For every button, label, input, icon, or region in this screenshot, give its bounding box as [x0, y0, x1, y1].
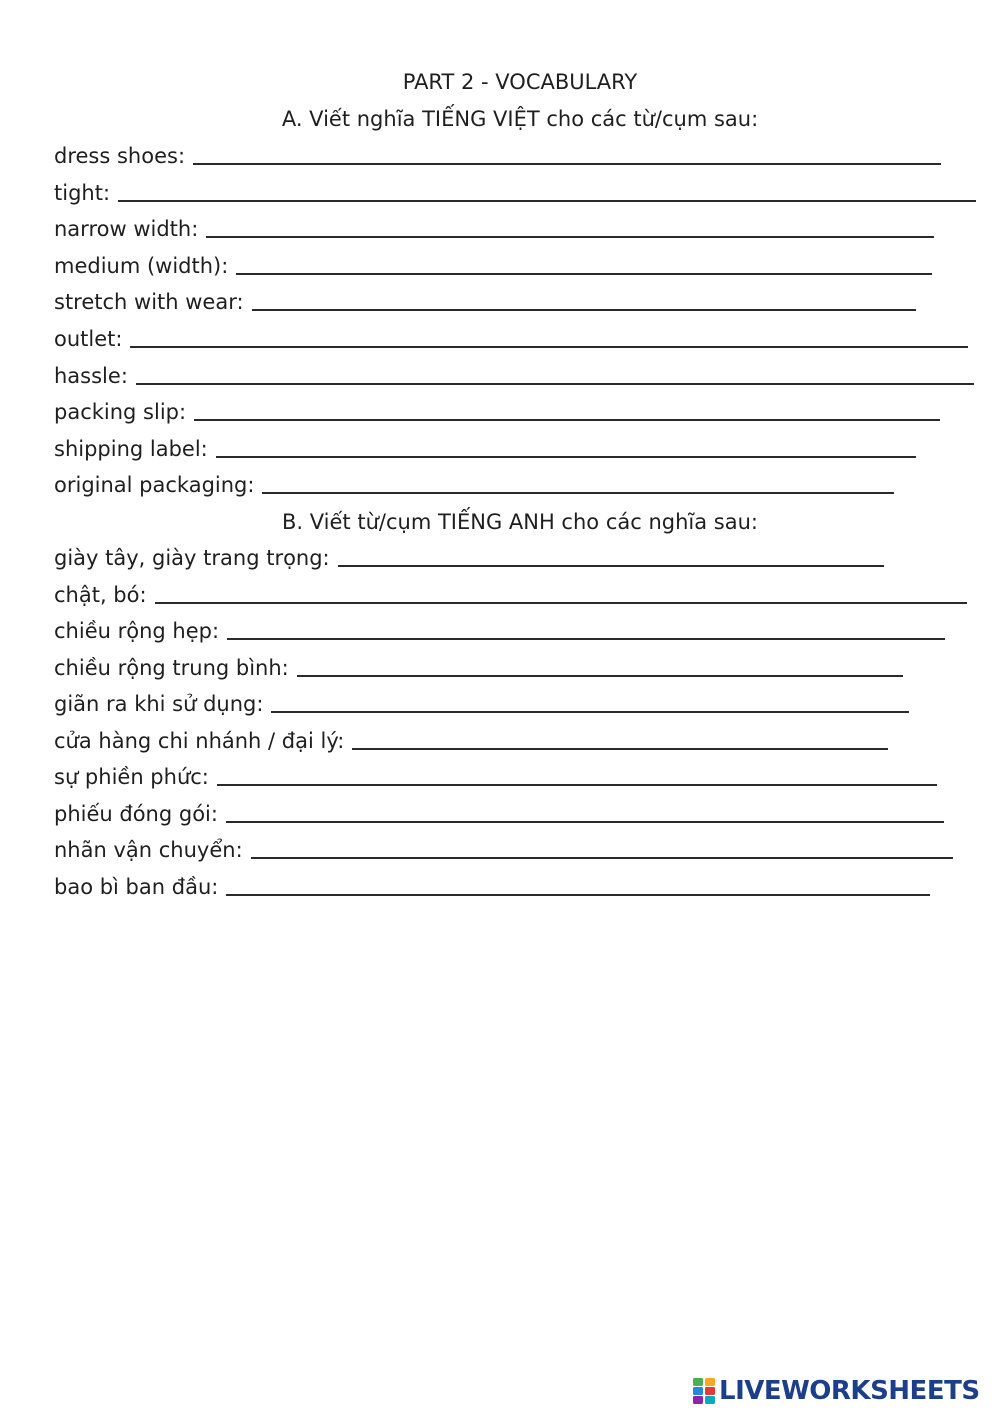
vocab-meaning: giãn ra khi sử dụng: — [54, 692, 264, 716]
vocab-meaning: chật, bó: — [54, 583, 147, 607]
vocab-meaning: sự phiền phức: — [54, 765, 209, 789]
answer-blank[interactable] — [227, 618, 945, 640]
vocab-meaning: phiếu đóng gói: — [54, 802, 218, 826]
vocab-term: original packaging: — [54, 473, 255, 497]
vocab-item — [54, 799, 944, 829]
answer-blank[interactable] — [297, 655, 903, 677]
vocab-meaning: bao bì ban đầu: — [54, 875, 219, 899]
vocab-term: medium (width): — [54, 254, 229, 278]
section-b-heading-text: B. Viết từ/cụm TIẾNG ANH cho các nghĩa sau: — [282, 510, 758, 534]
vocab-item — [54, 397, 940, 427]
vocab-meaning: nhãn vận chuyển: — [54, 838, 243, 862]
vocab-term: narrow width: — [54, 217, 199, 241]
answer-blank[interactable] — [251, 837, 953, 859]
vocab-item — [54, 689, 909, 719]
answer-blank[interactable] — [194, 399, 940, 421]
vocab-term: stretch with wear: — [54, 290, 244, 314]
vocab-item — [54, 251, 932, 281]
answer-blank[interactable] — [226, 801, 944, 823]
section-a-heading — [0, 104, 1000, 134]
section-b-heading — [0, 507, 1000, 537]
answer-blank[interactable] — [206, 216, 934, 238]
vocab-item — [54, 287, 916, 317]
page-title — [0, 67, 1000, 97]
vocab-term: tight: — [54, 181, 111, 205]
answer-blank[interactable] — [216, 436, 916, 458]
vocab-meaning: chiều rộng trung bình: — [54, 656, 289, 680]
answer-blank[interactable] — [236, 253, 932, 275]
vocab-item — [54, 872, 930, 902]
liveworksheets-logo-icon — [693, 1378, 715, 1404]
answer-blank[interactable] — [155, 582, 967, 604]
answer-blank[interactable] — [118, 180, 976, 202]
vocab-item — [54, 214, 934, 244]
answer-blank[interactable] — [262, 472, 894, 494]
vocab-meaning: cửa hàng chi nhánh / đại lý: — [54, 729, 345, 753]
vocab-item — [54, 141, 941, 171]
vocab-item — [54, 178, 976, 208]
vocab-item — [54, 762, 937, 792]
answer-blank[interactable] — [338, 545, 884, 567]
vocab-item — [54, 324, 968, 354]
vocab-item — [54, 434, 916, 464]
vocab-term: dress shoes: — [54, 144, 186, 168]
vocab-item — [54, 470, 894, 500]
vocab-item — [54, 580, 967, 610]
answer-blank[interactable] — [193, 143, 941, 165]
vocab-term: hassle: — [54, 364, 128, 388]
answer-blank[interactable] — [226, 874, 930, 896]
vocab-meaning: giày tây, giày trang trọng: — [54, 546, 330, 570]
answer-blank[interactable] — [136, 363, 974, 385]
answer-blank[interactable] — [271, 691, 909, 713]
vocab-term: outlet: — [54, 327, 123, 351]
liveworksheets-logo-text: LIVEWORKSHEETS — [719, 1376, 980, 1406]
answer-blank[interactable] — [352, 728, 888, 750]
answer-blank[interactable] — [130, 326, 968, 348]
vocab-item — [54, 361, 974, 391]
vocab-item — [54, 835, 953, 865]
answer-blank[interactable] — [217, 764, 937, 786]
answer-blank[interactable] — [252, 289, 916, 311]
page-title-text: PART 2 - VOCABULARY — [402, 70, 638, 94]
vocab-item — [54, 726, 888, 756]
vocab-term: shipping label: — [54, 437, 208, 461]
section-a-heading-text: A. Viết nghĩa TIẾNG VIỆT cho các từ/cụm sau: — [281, 107, 759, 131]
vocab-item — [54, 616, 945, 646]
vocab-item — [54, 543, 884, 573]
vocab-term: packing slip: — [54, 400, 187, 424]
vocab-item — [54, 653, 903, 683]
liveworksheets-logo — [693, 1373, 980, 1409]
vocab-meaning: chiều rộng hẹp: — [54, 619, 220, 643]
